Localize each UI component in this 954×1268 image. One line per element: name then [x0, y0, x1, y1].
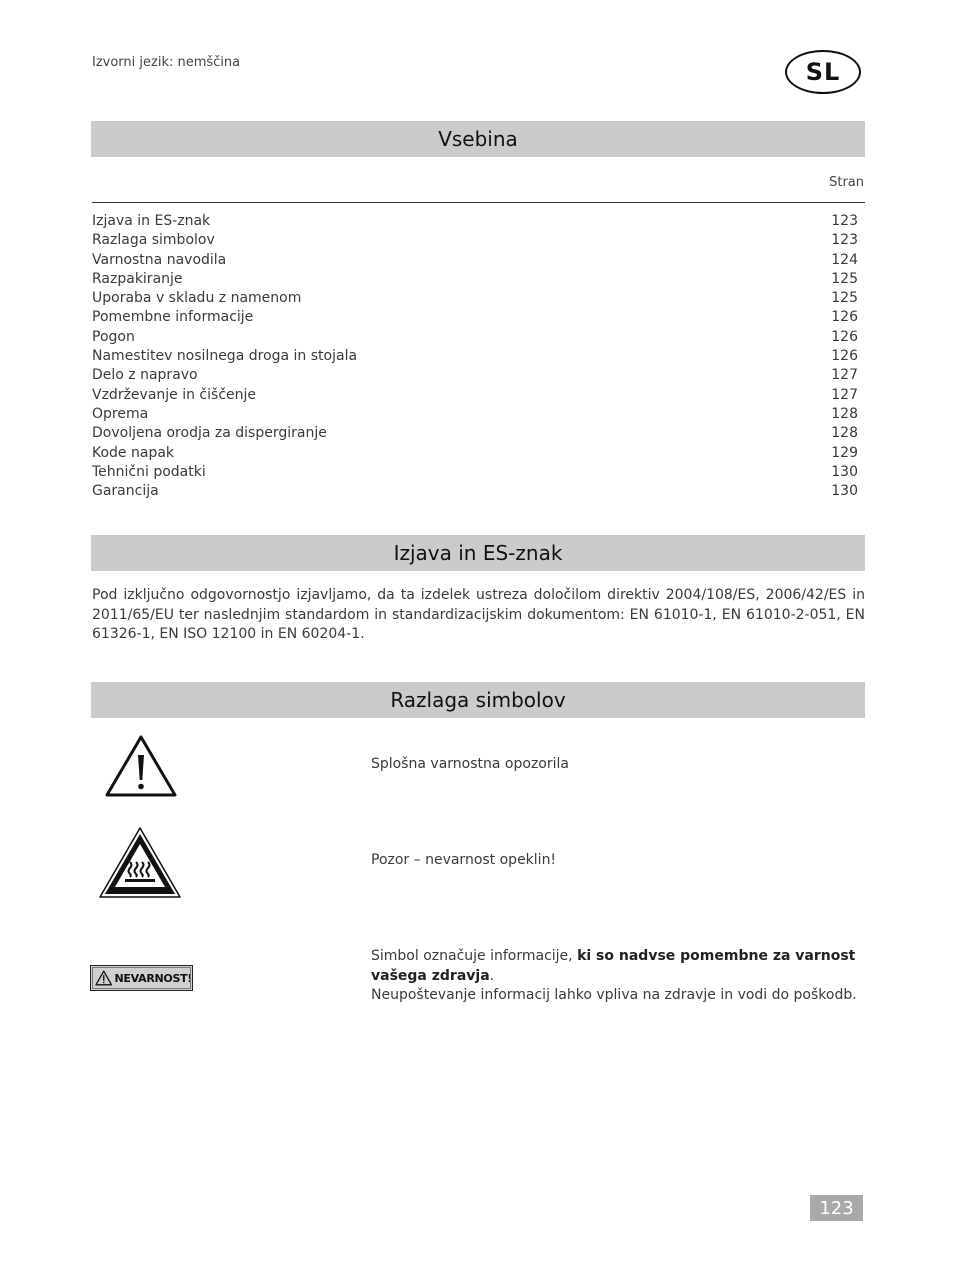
toc-entry-page: 125: [831, 270, 858, 287]
toc-entry-page: 127: [831, 386, 858, 403]
toc-entry[interactable]: [92, 289, 858, 308]
declaration-text: Pod izključno odgovornostjo izjavljamo, da ta izdelek ustreza določilom direktiv 2004/108/ES, 2006/42/ES in 2011/65/EU ter naslednjim standardom in standardizacijskim dokumentom: EN 61010-1, EN 61010-2-051, EN 61326-1, EN ISO 12100 in EN 60204-1.: [92, 587, 865, 642]
toc-entry-page: 129: [831, 444, 858, 461]
toc-entry[interactable]: [92, 328, 858, 347]
toc-entry[interactable]: [92, 424, 858, 443]
toc-entry-page: 130: [831, 463, 858, 480]
toc-entry[interactable]: [92, 347, 858, 366]
toc-entry-label: Pomembne informacije: [92, 309, 254, 326]
toc-entry[interactable]: [92, 444, 858, 463]
danger-text-line2: Neupoštevanje informacij lahko vpliva na zdravje in vodi do poškodb.: [371, 987, 857, 1003]
toc-entry-page: 130: [831, 483, 858, 500]
toc-entry[interactable]: [92, 308, 858, 327]
toc-entry[interactable]: [92, 251, 858, 270]
danger-text-prefix: Simbol označuje informacije,: [371, 948, 578, 964]
danger-text-bold: ki so nadvse pomembne za varnost vašega zdravja: [371, 948, 856, 984]
toc-entry[interactable]: [92, 366, 858, 385]
toc-entry-page: 125: [831, 290, 858, 307]
source-language-note: Izvorni jezik: nemščina: [92, 55, 241, 70]
general-warning-text: Splošna varnostna opozorila: [371, 756, 569, 772]
language-badge: SL: [785, 50, 861, 94]
page-column-label: Stran: [829, 175, 864, 190]
warning-triangle-icon: [95, 970, 113, 986]
toc-entry[interactable]: [92, 270, 858, 289]
toc-entry-label: Razpakiranje: [92, 270, 183, 287]
toc-entry[interactable]: [92, 386, 858, 405]
toc-entry-label: Vzdrževanje in čiščenje: [92, 386, 257, 403]
toc-entry-page: 128: [831, 405, 858, 422]
toc-entry[interactable]: [92, 212, 858, 231]
danger-description: [371, 947, 865, 1006]
toc-entry[interactable]: [92, 231, 858, 250]
toc-entry-label: Delo z napravo: [92, 367, 198, 384]
toc-entry-label: Varnostna navodila: [92, 251, 227, 268]
toc-entry-label: Razlaga simbolov: [92, 232, 215, 249]
toc-entry[interactable]: [92, 482, 858, 501]
toc-entry-label: Kode napak: [92, 444, 175, 461]
toc-entry-page: 126: [831, 348, 858, 365]
table-of-contents: [92, 212, 858, 501]
toc-entry-page: 126: [831, 309, 858, 326]
toc-entry-label: Tehnični podatki: [92, 463, 206, 480]
toc-entry-label: Namestitev nosilnega droga in stojala: [92, 348, 358, 365]
danger-label: NEVARNOST!: [114, 971, 192, 985]
toc-entry[interactable]: [92, 463, 858, 482]
toc-entry-label: Uporaba v skladu z namenom: [92, 290, 302, 307]
toc-entry-label: Garancija: [92, 483, 159, 500]
toc-entry-label: Oprema: [92, 405, 149, 422]
toc-entry-page: 128: [831, 425, 858, 442]
toc-entry-page: 123: [831, 232, 858, 249]
declaration-heading: Izjava in ES-znak: [91, 535, 865, 571]
toc-entry-label: Dovoljena orodja za dispergiranje: [92, 425, 327, 442]
toc-entry[interactable]: [92, 405, 858, 424]
warning-triangle-icon: [104, 733, 178, 803]
toc-entry-label: Pogon: [92, 328, 135, 345]
danger-label-box: [90, 965, 193, 991]
toc-entry-page: 123: [831, 213, 858, 229]
toc-entry-label: Izjava in ES-znak: [92, 213, 211, 229]
toc-entry-page: 124: [831, 251, 858, 268]
danger-text-suffix: .: [489, 967, 495, 984]
hot-surface-icon: [98, 826, 182, 904]
hot-surface-text: Pozor – nevarnost opeklin!: [371, 852, 557, 868]
toc-entry-page: 126: [831, 328, 858, 345]
toc-divider: [92, 202, 865, 203]
contents-heading: Vsebina: [91, 121, 865, 157]
toc-entry-page: 127: [831, 367, 858, 384]
page-number: 123: [810, 1195, 863, 1221]
symbols-heading: Razlaga simbolov: [91, 682, 865, 718]
